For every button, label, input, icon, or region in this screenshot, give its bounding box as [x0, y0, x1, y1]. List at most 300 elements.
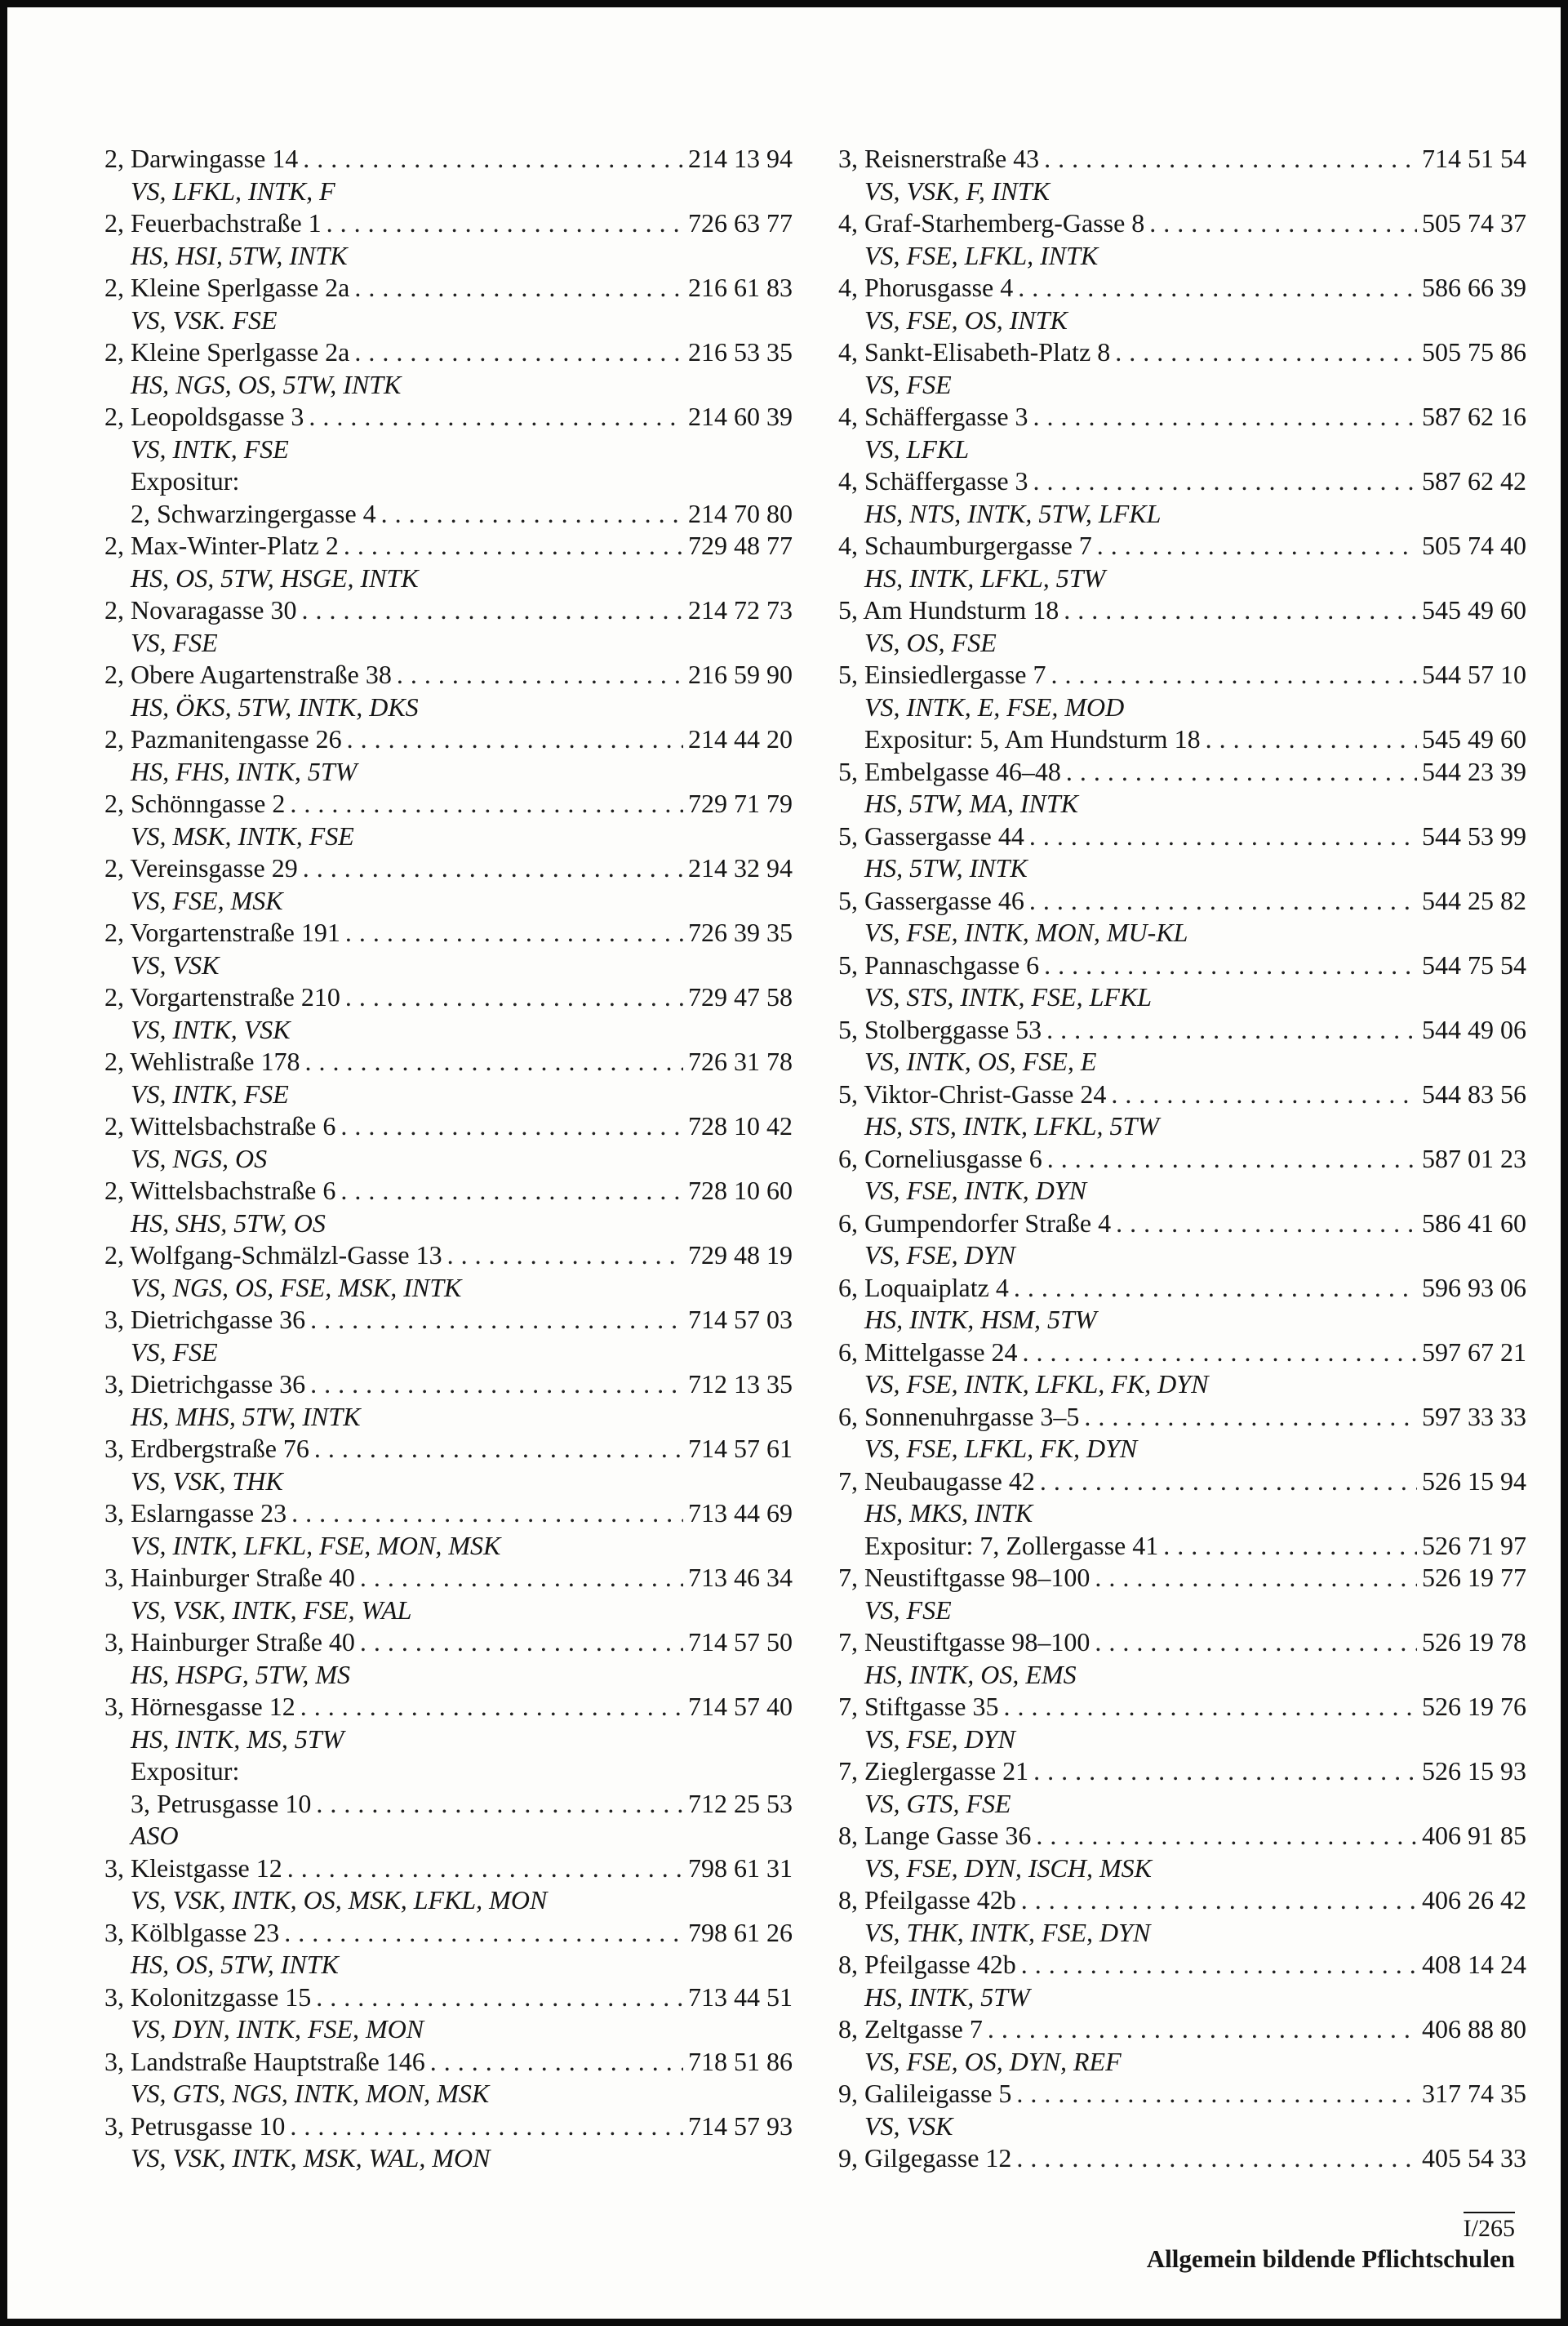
dot-leader	[309, 401, 683, 434]
school-address: 7, Neustiftgasse 98–100	[838, 1627, 1090, 1657]
dot-leader	[381, 498, 683, 531]
school-type-codes: VS, VSK	[131, 950, 220, 980]
dot-leader	[303, 852, 683, 885]
school-entry	[104, 336, 793, 369]
school-address: 2, Darwingasse 14	[104, 144, 299, 173]
phone-number: 714 57 61	[688, 1434, 793, 1463]
school-type-codes: VS, FSE	[864, 1594, 952, 1625]
school-address: 7, Neubaugasse 42	[838, 1465, 1035, 1496]
expositur-label: Expositur:	[131, 466, 240, 496]
phone-number: 714 57 03	[688, 1305, 793, 1334]
school-type-codes: VS, INTK, FSE	[131, 1078, 289, 1109]
phone-number: 714 51 54	[1422, 144, 1526, 173]
school-entry	[104, 1433, 793, 1465]
phone-number: 214 70 80	[688, 498, 793, 528]
dot-leader	[430, 2046, 683, 2079]
dot-leader	[354, 336, 683, 369]
dot-leader	[1029, 821, 1417, 853]
school-type-codes: HS, STS, INTK, LFKL, 5TW	[864, 1111, 1159, 1141]
dot-leader	[1021, 1949, 1417, 1981]
school-address: 3, Erdbergstraße 76	[104, 1434, 309, 1463]
school-address: 3, Petrusgasse 10	[131, 1788, 312, 1818]
phone-number: 714 57 40	[688, 1692, 793, 1721]
phone-number: 406 88 80	[1422, 2014, 1526, 2044]
school-type-codes: VS, FSE, LFKL, FK, DYN	[864, 1434, 1138, 1463]
dot-leader	[988, 2013, 1417, 2046]
phone-number: 729 48 77	[688, 531, 793, 560]
school-entry	[838, 465, 1526, 498]
school-entry	[838, 594, 1526, 627]
school-entry	[104, 1788, 793, 1821]
dot-leader	[1003, 1691, 1417, 1723]
dot-leader	[1016, 2078, 1417, 2110]
phone-number: 714 57 93	[688, 2110, 793, 2141]
school-type-codes: VS, VSK, INTK, OS, MSK, LFKL, MON	[131, 1885, 548, 1915]
dot-leader	[397, 659, 683, 692]
school-address: 2, Vorgartenstraße 210	[104, 982, 340, 1012]
phone-number: 713 44 69	[688, 1498, 793, 1528]
phone-number: 544 23 39	[1422, 756, 1526, 786]
school-entry	[104, 1497, 793, 1530]
dot-leader	[300, 1691, 683, 1723]
school-type-codes: VS, STS, INTK, FSE, LFKL	[864, 982, 1153, 1012]
school-type-codes: HS, INTK, LFKL, 5TW	[864, 563, 1106, 593]
school-address: 4, Graf-Starhemberg-Gasse 8	[838, 208, 1145, 238]
school-address: 3, Kölblgasse 23	[104, 1917, 280, 1947]
dot-leader	[345, 917, 683, 950]
dot-leader	[344, 530, 683, 563]
school-address: 2, Obere Augartenstraße 38	[104, 660, 392, 689]
school-type-codes: VS, LFKL, INTK, F	[131, 176, 335, 206]
dot-leader	[287, 1852, 683, 1885]
school-address: 5, Stolberggasse 53	[838, 1014, 1042, 1044]
school-type-codes: VS, INTK, OS, FSE, E	[864, 1047, 1097, 1076]
school-address: 8, Pfeilgasse 42b	[838, 1885, 1016, 1915]
phone-number: 544 25 82	[1422, 885, 1526, 915]
dot-leader	[290, 788, 683, 821]
dot-leader	[345, 981, 683, 1014]
school-entry	[838, 1143, 1526, 1176]
school-entry	[838, 659, 1526, 692]
school-type-codes: VS, GTS, FSE	[864, 1788, 1011, 1818]
phone-number: 597 33 33	[1422, 1401, 1526, 1431]
phone-number: 505 75 86	[1422, 337, 1526, 367]
dot-leader	[1095, 1562, 1417, 1594]
school-entry	[838, 143, 1526, 176]
school-entry	[838, 1884, 1526, 1917]
school-entry	[838, 1755, 1526, 1788]
dot-leader	[1046, 1014, 1417, 1047]
school-type-codes: HS, FHS, INTK, 5TW	[131, 756, 358, 786]
school-address: 3, Reisnerstraße 43	[838, 144, 1040, 173]
school-entry	[104, 530, 793, 563]
school-entry	[838, 821, 1526, 853]
school-type-codes: HS, 5TW, MA, INTK	[864, 789, 1078, 818]
dot-leader	[1163, 1530, 1417, 1563]
dot-leader	[1044, 143, 1417, 176]
school-address: 5, Einsiedlergasse 7	[838, 660, 1046, 689]
phone-number: 586 66 39	[1422, 273, 1526, 302]
school-entry	[838, 1336, 1526, 1369]
expositur-label: Expositur:	[131, 1756, 240, 1786]
school-type-codes: VS, VSK. FSE	[131, 305, 278, 335]
school-address: 2, Schönngasse 2	[104, 789, 286, 818]
phone-number: 214 60 39	[688, 402, 793, 431]
school-entry	[104, 917, 793, 950]
school-entry	[104, 143, 793, 176]
school-type-codes: VS, INTK, FSE	[131, 434, 289, 464]
school-entry	[104, 498, 793, 531]
dot-leader	[290, 2110, 683, 2143]
school-entry	[104, 1110, 793, 1143]
school-entry	[104, 594, 793, 627]
dot-leader	[354, 272, 683, 305]
school-address: 6, Gumpendorfer Straße 4	[838, 1207, 1112, 1238]
school-address: 6, Sonnenuhrgasse 3–5	[838, 1401, 1080, 1431]
school-address: 3, Hainburger Straße 40	[104, 1563, 355, 1592]
school-address: 5, Viktor-Christ-Gasse 24	[838, 1078, 1107, 1109]
school-address: 2, Novaragasse 30	[104, 595, 297, 625]
phone-number: 728 10 60	[688, 1176, 793, 1205]
school-entry	[104, 659, 793, 692]
phone-number: 798 61 31	[688, 1852, 793, 1883]
school-entry	[838, 950, 1526, 982]
school-address: 2, Kleine Sperlgasse 2a	[104, 337, 350, 367]
phone-number: 216 53 35	[688, 337, 793, 367]
left-column	[104, 143, 793, 2175]
phone-number: 406 26 42	[1422, 1885, 1526, 1915]
school-address: 9, Gilgegasse 12	[838, 2143, 1012, 2173]
dot-leader	[1206, 723, 1417, 756]
dot-leader	[1047, 1143, 1417, 1176]
phone-number: 214 44 20	[688, 724, 793, 754]
phone-number: 526 15 93	[1422, 1756, 1526, 1786]
school-type-codes: VS, GTS, NGS, INTK, MON, MSK	[131, 2079, 490, 2108]
school-type-codes: VS, FSE, INTK, LFKL, FK, DYN	[864, 1369, 1209, 1399]
page-footer	[1147, 2212, 1515, 2275]
school-address: Expositur: 5, Am Hundsturm 18	[864, 724, 1201, 754]
school-entry	[838, 1465, 1526, 1498]
school-entry	[104, 723, 793, 756]
dot-leader	[1033, 465, 1417, 498]
school-address: 5, Gassergasse 44	[838, 821, 1024, 851]
phone-number: 405 54 33	[1422, 2143, 1526, 2173]
phone-number: 505 74 37	[1422, 208, 1526, 238]
dot-leader	[1021, 1884, 1417, 1917]
school-type-codes: VS, FSE	[131, 627, 218, 657]
school-entry	[104, 1175, 793, 1207]
school-type-codes: VS, LFKL	[864, 434, 970, 464]
school-type-codes: VS, FSE, DYN	[864, 1723, 1015, 1754]
phone-number: 597 67 21	[1422, 1336, 1526, 1367]
school-type-codes: VS, FSE, INTK, DYN	[864, 1176, 1087, 1205]
school-address: Expositur: 7, Zollergasse 41	[864, 1530, 1159, 1560]
school-address: 2, Max-Winter-Platz 2	[104, 531, 339, 560]
dot-leader	[1036, 1820, 1417, 1852]
dot-leader	[1115, 336, 1417, 369]
school-type-codes: HS, HSI, 5TW, INTK	[131, 240, 348, 270]
phone-number: 728 10 42	[688, 1111, 793, 1141]
school-address: 8, Lange Gasse 36	[838, 1821, 1032, 1850]
school-entry	[104, 2110, 793, 2143]
dot-leader	[1066, 756, 1417, 789]
page-number: I/265	[1464, 2212, 1515, 2243]
phone-number: 596 93 06	[1422, 1272, 1526, 1302]
school-type-codes: HS, NTS, INTK, 5TW, LFKL	[864, 498, 1162, 528]
dot-leader	[301, 594, 683, 627]
dot-leader	[316, 1788, 683, 1821]
school-address: 3, Hörnesgasse 12	[104, 1692, 295, 1721]
school-type-codes: HS, NGS, OS, 5TW, INTK	[131, 369, 402, 399]
dot-leader	[360, 1562, 683, 1594]
dot-leader	[1097, 530, 1417, 563]
phone-number: 712 13 35	[688, 1369, 793, 1399]
school-address: 4, Schäffergasse 3	[838, 402, 1028, 431]
school-entry	[838, 756, 1526, 789]
school-address: 2, Wolfgang-Schmälzl-Gasse 13	[104, 1240, 442, 1270]
school-entry	[104, 401, 793, 434]
school-address: 7, Zieglergasse 21	[838, 1756, 1029, 1786]
school-type-codes: HS, INTK, 5TW	[864, 1981, 1030, 2012]
phone-number: 526 19 76	[1422, 1692, 1526, 1721]
school-type-codes: VS, FSE	[131, 1336, 218, 1367]
school-type-codes: VS, MSK, INTK, FSE	[131, 821, 354, 851]
school-entry	[104, 2046, 793, 2079]
dot-leader	[1116, 1207, 1417, 1240]
school-entry	[104, 1046, 793, 1078]
phone-number: 408 14 24	[1422, 1950, 1526, 1979]
school-address: 2, Wittelsbachstraße 6	[104, 1111, 336, 1141]
school-address: 7, Stiftgasse 35	[838, 1692, 999, 1721]
phone-number: 526 71 97	[1422, 1530, 1526, 1560]
school-address: 4, Schaumburgergasse 7	[838, 531, 1092, 560]
school-type-codes: HS, MKS, INTK	[864, 1498, 1033, 1528]
phone-number: 714 57 50	[688, 1627, 793, 1657]
school-entry	[838, 2013, 1526, 2046]
school-entry	[104, 1917, 793, 1950]
school-type-codes: VS, VSK	[864, 2110, 953, 2141]
dot-leader	[1040, 1465, 1417, 1498]
school-type-codes: HS, MHS, 5TW, INTK	[131, 1401, 361, 1431]
dot-leader	[326, 207, 683, 240]
school-address: 2, Wittelsbachstraße 6	[104, 1176, 336, 1205]
school-type-codes: VS, INTK, VSK	[131, 1014, 291, 1044]
section-title: Allgemein bildende Pflichtschulen	[1146, 2244, 1515, 2273]
school-address: 2, Schwarzingergasse 4	[131, 498, 376, 528]
phone-number: 544 53 99	[1422, 821, 1526, 851]
phone-number: 726 31 78	[688, 1047, 793, 1076]
school-entry	[838, 1078, 1526, 1111]
school-entry	[104, 1304, 793, 1336]
dot-leader	[1018, 272, 1417, 305]
phone-number: 505 74 40	[1422, 531, 1526, 560]
dot-leader	[284, 1917, 683, 1950]
school-type-codes: VS, DYN, INTK, FSE, MON	[131, 2014, 424, 2044]
school-address: 8, Pfeilgasse 42b	[838, 1950, 1016, 1979]
school-type-codes: ASO	[131, 1821, 179, 1850]
school-address: 7, Neustiftgasse 98–100	[838, 1563, 1090, 1592]
school-entry	[838, 336, 1526, 369]
school-type-codes: VS, FSE, LFKL, INTK	[864, 240, 1099, 270]
phone-number: 726 39 35	[688, 918, 793, 947]
school-entry	[838, 1207, 1526, 1240]
school-address: 6, Corneliusgasse 6	[838, 1143, 1042, 1173]
school-address: 3, Landstraße Hauptstraße 146	[104, 2046, 425, 2076]
school-type-codes: VS, VSK, INTK, FSE, WAL	[131, 1594, 412, 1625]
dot-leader	[1033, 1755, 1417, 1788]
school-type-codes: VS, FSE, OS, INTK	[864, 305, 1068, 335]
school-type-codes: VS, INTK, E, FSE, MOD	[864, 692, 1125, 722]
school-address: 5, Gassergasse 46	[838, 885, 1024, 915]
school-type-codes: VS, VSK, INTK, MSK, WAL, MON	[131, 2143, 491, 2173]
school-entry	[104, 1626, 793, 1659]
dot-leader	[360, 1626, 683, 1659]
dot-leader	[347, 723, 683, 756]
school-type-codes: VS, NGS, OS	[131, 1143, 268, 1173]
phone-number: 214 32 94	[688, 853, 793, 883]
school-address: 2, Wehlistraße 178	[104, 1047, 300, 1076]
school-type-codes: VS, NGS, OS, FSE, MSK, INTK	[131, 1272, 462, 1302]
school-address: 3, Kleistgasse 12	[104, 1852, 282, 1883]
school-entry	[838, 530, 1526, 563]
school-entry	[104, 1239, 793, 1272]
dot-leader	[310, 1368, 683, 1401]
school-entry	[838, 1691, 1526, 1723]
school-entry	[838, 272, 1526, 305]
school-entry	[838, 1530, 1526, 1563]
school-entry	[838, 1401, 1526, 1434]
school-type-codes: VS, FSE	[864, 369, 952, 399]
dot-leader	[1033, 401, 1417, 434]
dot-leader	[314, 1433, 683, 1465]
phone-number: 526 15 94	[1422, 1465, 1526, 1496]
dot-leader	[310, 1304, 683, 1336]
school-address: 2, Feuerbachstraße 1	[104, 208, 322, 238]
school-entry	[838, 723, 1526, 756]
school-entry	[838, 401, 1526, 434]
school-address: 4, Phorusgasse 4	[838, 273, 1014, 302]
phone-number: 526 19 78	[1422, 1627, 1526, 1657]
phone-number: 798 61 26	[688, 1917, 793, 1947]
phone-number: 214 13 94	[688, 144, 793, 173]
school-address: 3, Kolonitzgasse 15	[104, 1981, 312, 2012]
school-type-codes: HS, INTK, HSM, 5TW	[864, 1305, 1097, 1334]
school-address: 2, Kleine Sperlgasse 2a	[104, 273, 350, 302]
phone-number: 526 19 77	[1422, 1563, 1526, 1592]
phone-number: 544 83 56	[1422, 1078, 1526, 1109]
school-address: 2, Pazmanitengasse 26	[104, 724, 342, 754]
school-entry	[838, 1820, 1526, 1852]
school-type-codes: HS, 5TW, INTK	[864, 853, 1028, 883]
school-address: 5, Am Hundsturm 18	[838, 595, 1059, 625]
school-entry	[104, 1981, 793, 2014]
phone-number: 729 71 79	[688, 789, 793, 818]
school-entry	[838, 2142, 1526, 2175]
school-entry	[838, 1626, 1526, 1659]
school-address: 4, Sankt-Elisabeth-Platz 8	[838, 337, 1111, 367]
school-type-codes: HS, SHS, 5TW, OS	[131, 1207, 326, 1238]
phone-number: 216 59 90	[688, 660, 793, 689]
phone-number: 544 49 06	[1422, 1014, 1526, 1044]
school-entry	[104, 272, 793, 305]
school-type-codes: VS, INTK, LFKL, FSE, MON, MSK	[131, 1530, 501, 1560]
school-entry	[838, 1272, 1526, 1305]
school-address: 2, Vorgartenstraße 191	[104, 918, 340, 947]
school-type-codes: HS, INTK, OS, EMS	[864, 1659, 1077, 1689]
phone-number: 713 44 51	[688, 1981, 793, 2012]
school-entry	[104, 1691, 793, 1723]
school-address: 5, Embelgasse 46–48	[838, 756, 1061, 786]
phone-number: 726 63 77	[688, 208, 793, 238]
dot-leader	[340, 1175, 683, 1207]
school-address: 3, Eslarngasse 23	[104, 1498, 287, 1528]
phone-number: 545 49 60	[1422, 724, 1526, 754]
phone-number: 544 75 54	[1422, 950, 1526, 980]
school-entry	[104, 1562, 793, 1594]
phone-number: 587 62 16	[1422, 402, 1526, 431]
school-type-codes: HS, ÖKS, 5TW, INTK, DKS	[131, 692, 419, 722]
school-entry	[104, 788, 793, 821]
school-entry	[104, 207, 793, 240]
school-entry	[838, 1014, 1526, 1047]
school-type-codes: VS, FSE, OS, DYN, REF	[864, 2046, 1122, 2076]
phone-number: 317 74 35	[1422, 2079, 1526, 2108]
phone-number: 545 49 60	[1422, 595, 1526, 625]
school-address: 6, Loquaiplatz 4	[838, 1272, 1009, 1302]
school-entry	[104, 981, 793, 1014]
school-type-codes: VS, FSE, INTK, MON, MU-KL	[864, 918, 1188, 947]
dot-leader	[1029, 885, 1417, 918]
school-type-codes: VS, FSE, DYN, ISCH, MSK	[864, 1852, 1152, 1883]
school-address: 2, Vereinsgasse 29	[104, 853, 298, 883]
phone-number: 586 41 60	[1422, 1207, 1526, 1238]
school-address: 4, Schäffergasse 3	[838, 466, 1028, 496]
dot-leader	[1016, 2142, 1417, 2175]
school-type-codes: VS, VSK, THK	[131, 1465, 283, 1496]
school-type-codes: VS, VSK, F, INTK	[864, 176, 1050, 206]
dot-leader	[1044, 950, 1417, 982]
school-type-codes: HS, HSPG, 5TW, MS	[131, 1659, 351, 1689]
school-address: 3, Dietrichgasse 36	[104, 1305, 306, 1334]
school-address: 2, Leopoldsgasse 3	[104, 402, 304, 431]
school-type-codes: VS, FSE, MSK	[131, 885, 283, 915]
phone-number: 214 72 73	[688, 595, 793, 625]
school-entry	[104, 1368, 793, 1401]
school-entry	[838, 207, 1526, 240]
dot-leader	[1095, 1626, 1417, 1659]
dot-leader	[303, 143, 683, 176]
school-address: 6, Mittelgasse 24	[838, 1336, 1018, 1367]
dot-leader	[1111, 1078, 1417, 1111]
school-entry	[838, 1949, 1526, 1981]
school-type-codes: HS, OS, 5TW, INTK	[131, 1950, 339, 1979]
dot-leader	[1064, 594, 1417, 627]
phone-number: 406 91 85	[1422, 1821, 1526, 1850]
dot-leader	[1084, 1401, 1417, 1434]
dot-leader	[340, 1110, 683, 1143]
school-address: 9, Galileigasse 5	[838, 2079, 1012, 2108]
phone-number: 718 51 86	[688, 2046, 793, 2076]
right-column	[838, 143, 1526, 2175]
dot-leader	[316, 1981, 683, 2014]
phone-number: 729 48 19	[688, 1240, 793, 1270]
school-entry	[104, 1852, 793, 1885]
dot-leader	[304, 1046, 683, 1078]
dot-leader	[1149, 207, 1417, 240]
school-entry	[838, 885, 1526, 918]
school-type-codes: VS, THK, INTK, FSE, DYN	[864, 1917, 1151, 1947]
phone-number: 712 25 53	[688, 1788, 793, 1818]
